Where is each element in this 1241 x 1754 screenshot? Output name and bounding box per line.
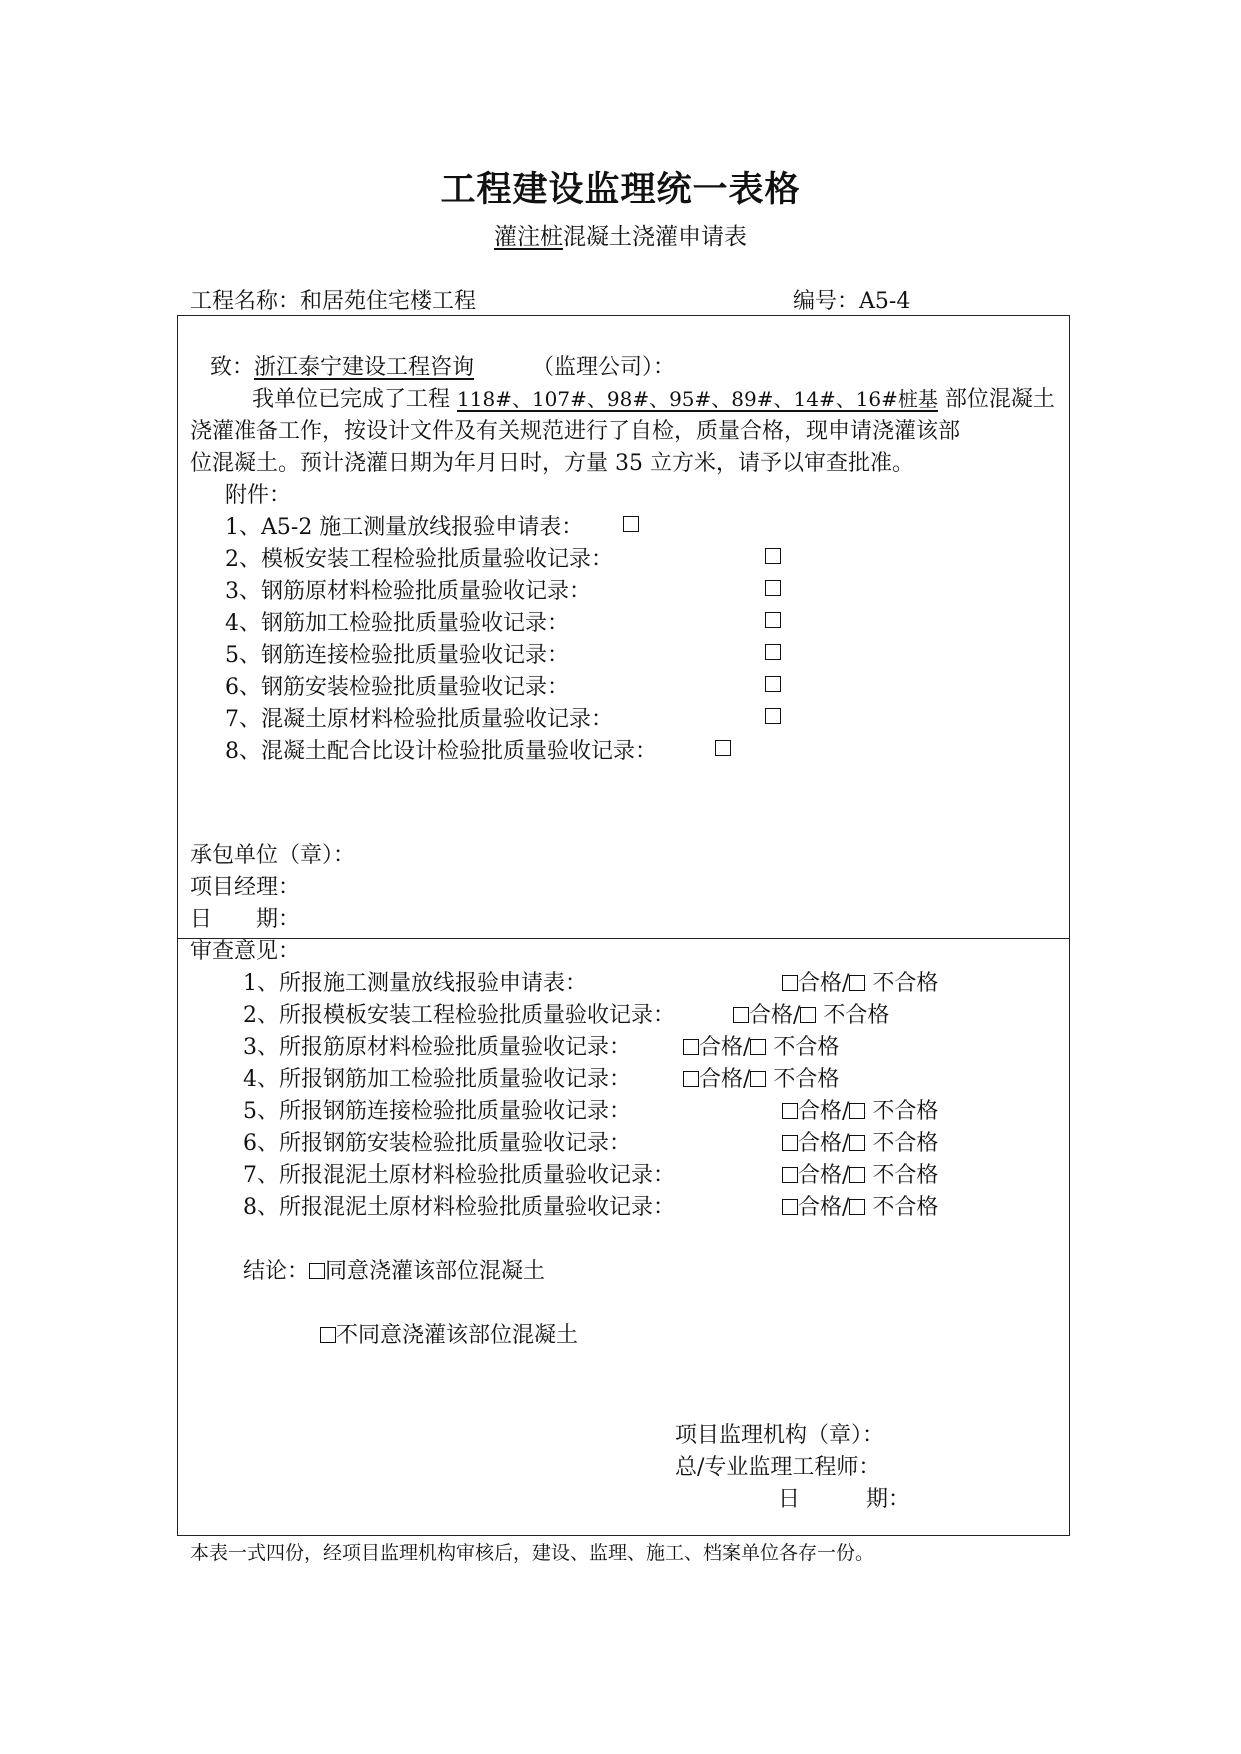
body-part-1: 我单位已完成了工程 (252, 387, 451, 412)
fail-checkbox[interactable] (800, 1007, 816, 1023)
review-result: 合格/ 不合格 (782, 1158, 938, 1189)
review-result: 合格/ 不合格 (782, 1094, 938, 1125)
pass-checkbox[interactable] (782, 1135, 798, 1151)
review-item: 1、所报施工测量放线报验申请表： (243, 971, 587, 996)
supervising-engineer-label: 总/专业监理工程师： (675, 1455, 881, 1480)
review-result: 合格/ 不合格 (683, 1062, 839, 1093)
form-code-line (793, 284, 910, 315)
fail-checkbox[interactable] (849, 1199, 865, 1215)
code-label: 编号： (793, 289, 860, 314)
attachment-item: 4、钢筋加工检验批质量验收记录： (225, 611, 569, 636)
fail-checkbox[interactable] (849, 1135, 865, 1151)
project-name-line (190, 284, 476, 315)
subtitle-underlined: 灌注桩 (494, 224, 563, 250)
footer-note: 本表一式四份，经项目监理机构审核后，建设、监理、施工、档案单位各存一份。 (190, 1542, 875, 1564)
project-manager-label: 项目经理： (190, 875, 301, 900)
attachment-checkbox[interactable] (765, 644, 781, 660)
subtitle-rest: 混凝土浇灌申请表 (563, 224, 747, 250)
pile-location: 118#、107#、98#、95#、89#、14#、16#桩基 (457, 387, 938, 411)
attachment-item: 8、混凝土配合比设计检验批质量验收记录： (225, 739, 657, 764)
fail-checkbox[interactable] (750, 1039, 766, 1055)
project-label: 工程名称： (190, 289, 301, 314)
agree-text: 同意浇灌该部位混凝土 (325, 1259, 546, 1284)
review-result: 合格/ 不合格 (782, 1126, 938, 1157)
page-title: 工程建设监理统一表格 (440, 169, 801, 210)
review-item: 4、所报钢筋加工检验批质量验收记录： (243, 1067, 631, 1092)
project-value: 和居苑住宅楼工程 (300, 289, 477, 314)
review-result: 合格/ 不合格 (782, 1190, 938, 1221)
supervisor-company: 浙江泰宁建设工程咨询 (254, 355, 475, 380)
body-line-1 (252, 382, 1055, 413)
attachment-checkbox[interactable] (623, 516, 639, 532)
contractor-seal-label: 承包单位（章）： (190, 843, 356, 868)
review-item: 2、所报模板安装工程检验批质量验收记录： (243, 1003, 675, 1028)
pass-checkbox[interactable] (782, 975, 798, 991)
conclusion-disagree-line (320, 1318, 578, 1349)
body-part-2: 部位混凝土 (944, 387, 1055, 412)
review-item: 8、所报混泥土原材料检验批质量验收记录： (243, 1195, 675, 1220)
form-subtitle (0, 218, 1241, 251)
fail-checkbox[interactable] (849, 975, 865, 991)
fail-checkbox[interactable] (849, 1103, 865, 1119)
attachment-item: 2、模板安装工程检验批质量验收记录： (225, 547, 613, 572)
review-item: 6、所报钢筋安装检验批质量验收记录： (243, 1131, 631, 1156)
review-opinion-label: 审查意见： (190, 939, 301, 964)
attachment-checkbox[interactable] (765, 580, 781, 596)
body-line-3: 位混凝土。预计浇灌日期为年月日时，方量 35 立方米，请予以审查批准。 (190, 451, 914, 476)
attachment-item: 5、钢筋连接检验批质量验收记录： (225, 643, 569, 668)
application-date-label: 日 期： (190, 907, 301, 932)
attachment-item: 7、混凝土原材料检验批质量验收记录： (225, 707, 613, 732)
review-result: 合格/ 不合格 (683, 1030, 839, 1061)
fail-checkbox[interactable] (849, 1167, 865, 1183)
to-suffix: （监理公司）： (532, 355, 676, 380)
pass-checkbox[interactable] (683, 1039, 699, 1055)
to-label: 致： (210, 355, 255, 380)
attachment-item: 3、钢筋原材料检验批质量验收记录： (225, 579, 591, 604)
review-item: 7、所报混泥土原材料检验批质量验收记录： (243, 1163, 675, 1188)
review-item: 3、所报筋原材料检验批质量验收记录： (243, 1035, 631, 1060)
attachment-item: 1、A5-2 施工测量放线报验申请表： (225, 515, 584, 540)
conclusion-label: 结论： (243, 1259, 310, 1284)
pass-checkbox[interactable] (733, 1007, 749, 1023)
attachment-checkbox[interactable] (765, 548, 781, 564)
attachment-checkbox[interactable] (715, 740, 731, 756)
review-date-label: 日 期： (778, 1487, 911, 1512)
review-result: 合格/ 不合格 (782, 966, 938, 997)
disagree-text: 不同意浇灌该部位混凝土 (336, 1323, 579, 1348)
attachment-item: 6、钢筋安装检验批质量验收记录： (225, 675, 569, 700)
pass-checkbox[interactable] (782, 1199, 798, 1215)
pass-checkbox[interactable] (782, 1103, 798, 1119)
attachment-checkbox[interactable] (765, 612, 781, 628)
supervision-org-label: 项目监理机构（章）： (675, 1423, 885, 1448)
disagree-checkbox[interactable] (320, 1327, 336, 1343)
code-value: A5-4 (859, 289, 911, 314)
conclusion-agree-line (243, 1254, 545, 1285)
attachment-checkbox[interactable] (765, 708, 781, 724)
attachment-checkbox[interactable] (765, 676, 781, 692)
pass-checkbox[interactable] (683, 1071, 699, 1087)
attachments-label: 附件： (225, 483, 292, 508)
review-result: 合格/ 不合格 (733, 998, 889, 1029)
body-line-2: 浇灌准备工作，按设计文件及有关规范进行了自检，质量合格，现申请浇灌该部 (190, 419, 961, 444)
agree-checkbox[interactable] (309, 1263, 325, 1279)
pass-checkbox[interactable] (782, 1167, 798, 1183)
review-item: 5、所报钢筋连接检验批质量验收记录： (243, 1099, 631, 1124)
addressee-line (210, 350, 675, 381)
fail-checkbox[interactable] (750, 1071, 766, 1087)
